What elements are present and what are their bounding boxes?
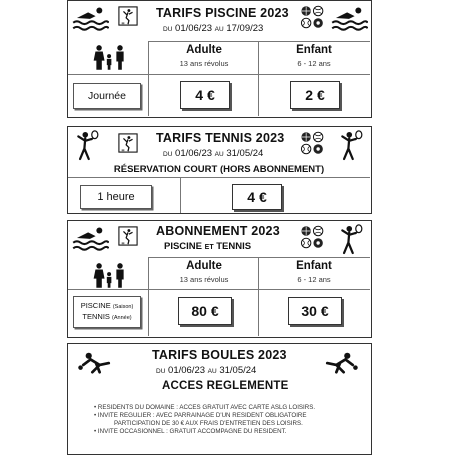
boules-rule: PARTICIPATION DE 30 € AUX FRAIS D'ENTRETIEN DES LOISIRS. xyxy=(114,420,303,427)
golf-badge-icon xyxy=(118,6,138,26)
golf-badge-icon xyxy=(118,133,138,153)
boules-date: DU 01/06/23 AU 31/05/24 xyxy=(156,365,257,376)
tennis-row-label: 1 heure xyxy=(80,185,152,209)
petanque-player-icon xyxy=(76,350,116,378)
piscine-date: DU 01/06/23 AU 17/09/23 xyxy=(163,23,264,34)
sports-balls-icon xyxy=(300,225,326,249)
piscine-adult-header: Adulte xyxy=(186,44,222,56)
piscine-title: TARIFS PISCINE 2023 xyxy=(156,6,289,20)
abonnement-child-header: Enfant xyxy=(296,260,332,272)
boules-access: ACCES REGLEMENTE xyxy=(162,380,289,392)
boules-rule: • INVITE REGULIER : AVEC PARRAINAGE D'UN RESIDENT OBLIGATOIRE xyxy=(94,412,307,419)
tennis-player-icon xyxy=(74,130,100,162)
tennis-subtitle: RÉSERVATION COURT (HORS ABONNEMENT) xyxy=(113,164,325,175)
boules-rules xyxy=(94,404,315,436)
abonnement-title: ABONNEMENT 2023 xyxy=(156,224,280,238)
petanque-player-icon xyxy=(320,350,360,378)
abonnement-panel xyxy=(67,220,372,338)
abonnement-child-price: 30 € xyxy=(288,297,342,325)
family-icon xyxy=(90,261,130,289)
abonnement-child-sub: 6 - 12 ans xyxy=(297,275,331,284)
abonnement-subtitle: PISCINE ET TENNIS xyxy=(164,241,252,252)
piscine-child-header: Enfant xyxy=(296,44,332,56)
tennis-player-icon xyxy=(338,224,364,256)
golf-badge-icon xyxy=(118,226,138,246)
boules-panel xyxy=(67,343,372,455)
piscine-adult-sub: 13 ans révolus xyxy=(179,59,229,68)
piscine-child-sub: 6 - 12 ans xyxy=(297,59,331,68)
abonnement-adult-header: Adulte xyxy=(186,260,222,272)
boules-rule: • INVITE OCCASIONNEL : GRATUIT ACCOMPAGNE DU RESIDENT. xyxy=(94,428,287,435)
abonnement-adult-sub: 13 ans révolus xyxy=(179,275,229,284)
sports-balls-icon xyxy=(300,5,326,29)
piscine-child-price: 2 € xyxy=(290,81,340,109)
abonnement-row-label: PISCINE (Saison) TENNIS (Année) xyxy=(73,296,141,328)
swimmer-icon xyxy=(330,4,368,32)
boules-title: TARIFS BOULES 2023 xyxy=(152,348,287,362)
sports-balls-icon xyxy=(300,131,326,155)
family-icon xyxy=(90,43,130,71)
piscine-panel xyxy=(67,0,372,118)
swimmer-icon xyxy=(71,224,109,252)
piscine-row-label: Journée xyxy=(73,83,141,109)
boules-rule: • RESIDENTS DU DOMAINE : ACCES GRATUIT AVEC CARTE ASLG LOISIRS. xyxy=(94,404,316,411)
piscine-adult-price: 4 € xyxy=(180,81,230,109)
tennis-panel xyxy=(67,126,372,214)
tennis-date: DU 01/06/23 AU 31/05/24 xyxy=(163,148,264,159)
tennis-player-icon xyxy=(338,130,364,162)
tennis-price: 4 € xyxy=(232,184,282,210)
tennis-title: TARIFS TENNIS 2023 xyxy=(156,131,285,145)
swimmer-icon xyxy=(71,4,109,32)
abonnement-adult-price: 80 € xyxy=(178,297,232,325)
